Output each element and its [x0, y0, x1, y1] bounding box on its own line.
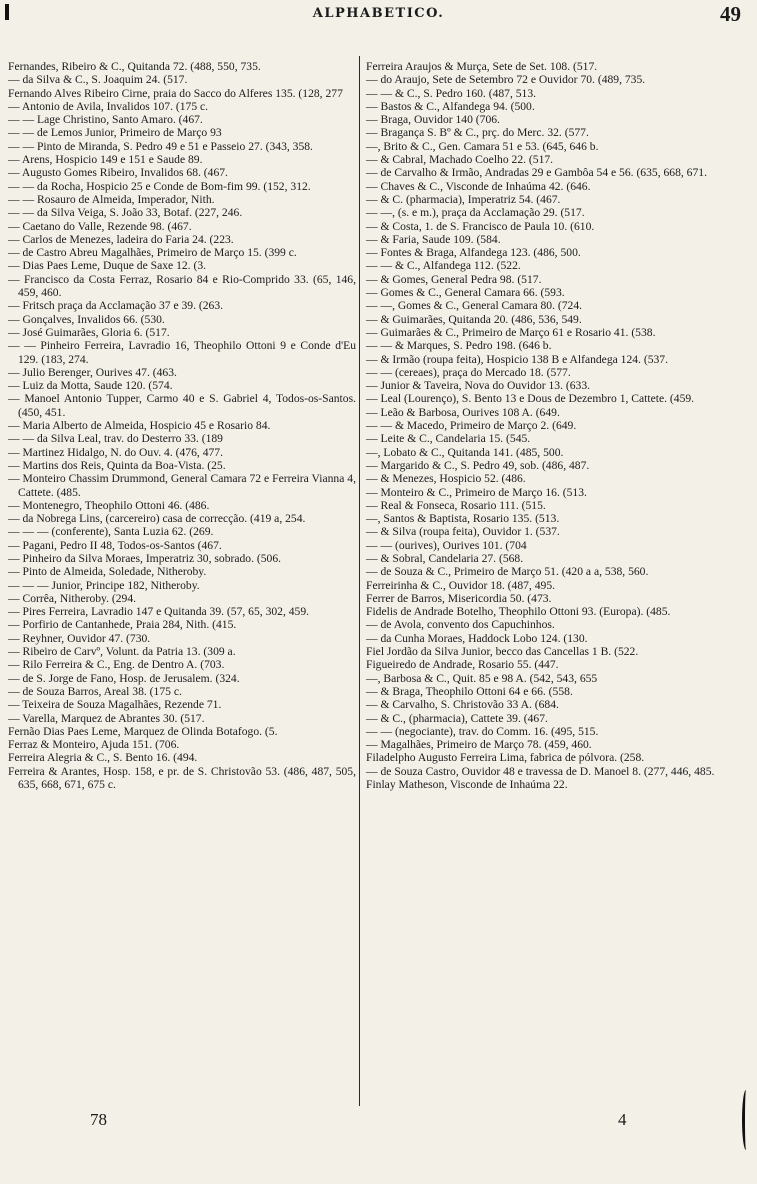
directory-entry: — Braga, Ouvidor 140 (706. — [366, 113, 500, 127]
directory-entry: — & Sobral, Candelaria 27. (568. — [366, 551, 524, 565]
directory-entry: — Pires Ferreira, Lavradio 147 e Quitanda 39. (57, 65, 302, 459. — [8, 605, 310, 619]
directory-entry: — Pagani, Pedro II 48, Todos-os-Santos (467. — [8, 538, 222, 552]
directory-entry: — Leal (Lourenço), S. Bento 13 e Dous de Dezembro 1, Cattete. (459. — [366, 392, 695, 406]
directory-entry: — — da Rocha, Hospicio 25 e Conde de Bom-fim 99. (152, 312. — [8, 179, 311, 193]
directory-entry: — Porfirio de Cantanhede, Praia 284, Nith. (415. — [8, 618, 237, 632]
directory-entry: — & C. (pharmacia), Imperatriz 54. (467. — [366, 192, 561, 206]
directory-entry: — Martins dos Reis, Quinta da Boa-Vista. (25. — [8, 458, 226, 472]
directory-entry: — da Nobrega Lins, (carcereiro) casa de correcção. (419 a, 254. — [8, 512, 306, 526]
directory-entry: — Gonçalves, Invalidos 66. (530. — [8, 312, 165, 326]
directory-entry: — Rilo Ferreira & C., Eng. de Dentro A. (703. — [8, 658, 225, 672]
directory-entry: — & Silva (roupa feita), Ouvidor 1. (537. — [366, 525, 560, 539]
directory-entry: — Monteiro Chassim Drummond, General Camara 72 e Ferreira Vianna 4, Cattete. (485. — [8, 472, 356, 499]
directory-entry: —, Lobato & C., Quitanda 141. (485, 500. — [366, 445, 564, 459]
directory-entry: Ferrer de Barros, Misericordia 50. (473. — [366, 591, 552, 605]
directory-entry: Ferreira & Arantes, Hosp. 158, e pr. de S. Christovão 53. (486, 487, 505, 635, 668, 671, 675 c. — [8, 764, 356, 792]
directory-entry: — de Carvalho & Irmão, Andradas 29 e Gambôa 54 e 56. (635, 668, 671. — [366, 166, 707, 180]
directory-entry: — de Souza Castro, Ouvidor 48 e travessa de D. Manoel 8. (277, 446, 485. — [366, 764, 715, 778]
directory-entry: Fiel Jordão da Silva Junior, becco das Cancellas 1 B. (522. — [366, 645, 639, 659]
directory-entry: — — Pinto de Miranda, S. Pedro 49 e 51 e Passeio 27. (343, 358. — [8, 139, 313, 153]
directory-entry: — Junior & Taveira, Nova do Ouvidor 13. (633. — [366, 379, 591, 393]
directory-entry: — do Araujo, Sete de Setembro 72 e Ouvidor 70. (489, 735. — [366, 73, 646, 87]
directory-entry: — — — (conferente), Santa Luzia 62. (269. — [8, 525, 214, 539]
directory-entry: — — & C., Alfandega 112. (522. — [366, 259, 521, 273]
directory-entry: — Pinto de Almeida, Soledade, Nitheroby. — [8, 565, 207, 579]
directory-entry: — Antonio de Avila, Invalidos 107. (175 c. — [8, 99, 209, 113]
page-title: ALPHABETICO. — [312, 6, 445, 21]
directory-entry: — Augusto Gomes Ribeiro, Invalidos 68. (467. — [8, 166, 228, 180]
page-footer — [0, 1110, 757, 1140]
directory-entry: — & Menezes, Hospicio 52. (486. — [366, 472, 526, 486]
directory-entry: — Montenegro, Theophilo Ottoni 46. (486. — [8, 498, 210, 512]
directory-entry: — — & Macedo, Primeiro de Março 2. (649. — [366, 419, 577, 433]
directory-entry: —, Brito & C., Gen. Camara 51 e 53. (645, 646 b. — [366, 139, 599, 153]
directory-entry: — Pinheiro da Silva Moraes, Imperatriz 30, sobrado. (506. — [8, 551, 282, 565]
directory-entry: — & Carvalho, S. Christovão 33 A. (684. — [366, 698, 559, 712]
directory-entry: — & Irmão (roupa feita), Hospicio 138 B e Alfandega 124. (537. — [366, 352, 669, 366]
directory-entry: — — Rosauro de Almeida, Imperador, Nith. — [8, 192, 215, 206]
directory-entry: — Dias Paes Leme, Duque de Saxe 12. (3. — [8, 259, 207, 273]
directory-entry: — — — Junior, Principe 182, Nitheroby. — [8, 578, 200, 592]
directory-entry: — Fontes & Braga, Alfandega 123. (486, 500. — [366, 246, 581, 260]
columns — [0, 60, 757, 1100]
directory-entry: — & Cabral, Machado Coelho 22. (517. — [366, 153, 554, 167]
directory-entry: — Julio Berenger, Ourives 47. (463. — [8, 365, 177, 379]
directory-entry: — de S. Jorge de Fano, Hosp. de Jerusalem. (324. — [8, 671, 240, 685]
directory-entry: — — & Marques, S. Pedro 198. (646 b. — [366, 339, 552, 353]
directory-entry: — Ribeiro de Carvº, Volunt. da Patria 13. (309 a. — [8, 645, 236, 659]
directory-entry: Ferreira Araujos & Murça, Sete de Set. 108. (517. — [366, 60, 598, 73]
directory-entry: — José Guimarães, Gloria 6. (517. — [8, 325, 170, 339]
directory-entry: Fidelis de Andrade Botelho, Theophilo Ottoni 93. (Europa). (485. — [366, 605, 671, 619]
directory-entry: — da Silva & C., S. Joaquim 24. (517. — [8, 73, 188, 87]
directory-entry: — Leite & C., Candelaria 15. (545. — [366, 432, 531, 446]
directory-entry: — —, (s. e m.), praça da Acclamação 29. (517. — [366, 206, 585, 220]
directory-entry: — Maria Alberto de Almeida, Hospicio 45 e Rosario 84. — [8, 419, 271, 433]
signature-mark-left: 78 — [90, 1110, 107, 1129]
page-header — [0, 2, 757, 36]
margin-bracket — [742, 1090, 750, 1150]
directory-entry: — de Castro Abreu Magalhães, Primeiro de Março 15. (399 c. — [8, 246, 297, 260]
signature-mark-right: 4 — [618, 1110, 627, 1129]
directory-entry: — Monteiro & C., Primeiro de Março 16. (513. — [366, 485, 587, 499]
directory-entry: Figueiredo de Andrade, Rosario 55. (447. — [366, 658, 559, 672]
directory-entry: — Corrêa, Nitheroby. (294. — [8, 591, 137, 605]
directory-entry: —, Santos & Baptista, Rosario 135. (513. — [366, 512, 560, 526]
directory-entry: — Leão & Barbosa, Ourives 108 A. (649. — [366, 405, 560, 419]
directory-entry: Fernando Alves Ribeiro Cirne, praia do Sacco do Alferes 135. (128, 277 — [8, 86, 343, 100]
directory-entry: — & Guimarães, Quitanda 20. (486, 536, 549. — [366, 312, 582, 326]
directory-entry: — da Cunha Moraes, Haddock Lobo 124. (130. — [366, 631, 588, 645]
directory-entry: — — (cereaes), praça do Mercado 18. (577. — [366, 365, 571, 379]
directory-entry: Finlay Matheson, Visconde de Inhaúma 22. — [366, 778, 568, 792]
directory-entry: — — & C., S. Pedro 160. (487, 513. — [366, 86, 537, 100]
directory-entry: Ferreirinha & C., Ouvidor 18. (487, 495. — [366, 578, 556, 592]
directory-entry: — Caetano do Valle, Rezende 98. (467. — [8, 219, 192, 233]
directory-entry: — Bragança S. Bº & C., prç. do Merc. 32. (577. — [366, 126, 589, 140]
directory-entry: — — da Silva Leal, trav. do Desterro 33. (189 — [8, 432, 223, 446]
directory-entry: — — de Lemos Junior, Primeiro de Março 93 — [8, 126, 222, 140]
directory-entry: Filadelpho Augusto Ferreira Lima, fabrica de pólvora. (258. — [366, 751, 645, 765]
directory-entry: — Margarido & C., S. Pedro 49, sob. (486, 487. — [366, 458, 590, 472]
directory-entry: Ferreira Alegria & C., S. Bento 16. (494. — [8, 751, 198, 765]
directory-entry: — & C., (pharmacia), Cattete 39. (467. — [366, 711, 548, 725]
directory-entry: — Manoel Antonio Tupper, Carmo 40 e S. Gabriel 4, Todos-os-Santos. (450, 451. — [8, 392, 356, 419]
directory-entry: — Guimarães & C., Primeiro de Março 61 e Rosario 41. (538. — [366, 325, 656, 339]
left-column — [8, 60, 356, 791]
directory-entry: —, Barbosa & C., Quit. 85 e 98 A. (542, 543, 655 — [366, 671, 598, 685]
directory-entry: — Varella, Marquez de Abrantes 30. (517. — [8, 711, 205, 725]
directory-entry: — Chaves & C., Visconde de Inhaúma 42. (646. — [366, 179, 591, 193]
directory-entry: — & Gomes, General Pedra 98. (517. — [366, 272, 542, 286]
directory-entry: — Bastos & C., Alfandega 94. (500. — [366, 99, 535, 113]
directory-entry: — — Pinheiro Ferreira, Lavradio 16, Theophilo Ottoni 9 e Conde d'Eu 129. (183, 274. — [8, 339, 356, 366]
directory-entry: — — Lage Christino, Santo Amaro. (467. — [8, 113, 203, 127]
directory-entry: — Fritsch praça da Acclamação 37 e 39. (263. — [8, 299, 224, 313]
directory-entry: — Magalhães, Primeiro de Março 78. (459, 460. — [366, 738, 592, 752]
directory-entry: — Luiz da Motta, Saude 120. (574. — [8, 379, 173, 393]
right-column — [366, 60, 746, 791]
directory-entry: Fernão Dias Paes Leme, Marquez de Olinda Botafogo. (5. — [8, 724, 278, 738]
page-number: 49 — [720, 2, 741, 26]
directory-entry: — Arens, Hospicio 149 e 151 e Saude 89. — [8, 153, 203, 167]
directory-entry: — de Avola, convento dos Capuchinhos. — [366, 618, 555, 632]
directory-entry: Fernandes, Ribeiro & C., Quitanda 72. (488, 550, 735. — [8, 60, 261, 73]
directory-entry: — Martinez Hidalgo, N. do Ouv. 4. (476, 477. — [8, 445, 223, 459]
directory-entry: — Gomes & C., General Camara 66. (593. — [366, 286, 565, 300]
directory-entry: — —, Gomes & C., General Camara 80. (724. — [366, 299, 583, 313]
directory-entry: — Carlos de Menezes, ladeira do Faria 24. (223. — [8, 232, 234, 246]
directory-entry: — — da Silva Veiga, S. João 33, Botaf. (227, 246. — [8, 206, 243, 220]
directory-entry: — Teixeira de Souza Magalhães, Rezende 71. — [8, 698, 222, 712]
directory-entry: — & Costa, 1. de S. Francisco de Paula 10. (610. — [366, 219, 595, 233]
directory-entry: — de Souza & C., Primeiro de Março 51. (420 a a, 538, 560. — [366, 565, 649, 579]
directory-entry: — — (negociante), trav. do Comm. 16. (495, 515. — [366, 724, 599, 738]
directory-entry: — & Braga, Theophilo Ottoni 64 e 66. (558. — [366, 684, 573, 698]
directory-entry: — de Souza Barros, Areal 38. (175 c. — [8, 684, 182, 698]
directory-entry: — — (ourives), Ourives 101. (704 — [366, 538, 527, 552]
directory-entry: — Reyhner, Ouvidor 47. (730. — [8, 631, 151, 645]
directory-entry: — Real & Fonseca, Rosario 111. (515. — [366, 498, 546, 512]
directory-entry: — Francisco da Costa Ferraz, Rosario 84 e Rio-Comprido 33. (65, 146, 459, 460. — [8, 272, 356, 300]
directory-entry: — & Faria, Saude 109. (584. — [366, 232, 501, 246]
directory-entry: Ferraz & Monteiro, Ajuda 151. (706. — [8, 738, 180, 752]
